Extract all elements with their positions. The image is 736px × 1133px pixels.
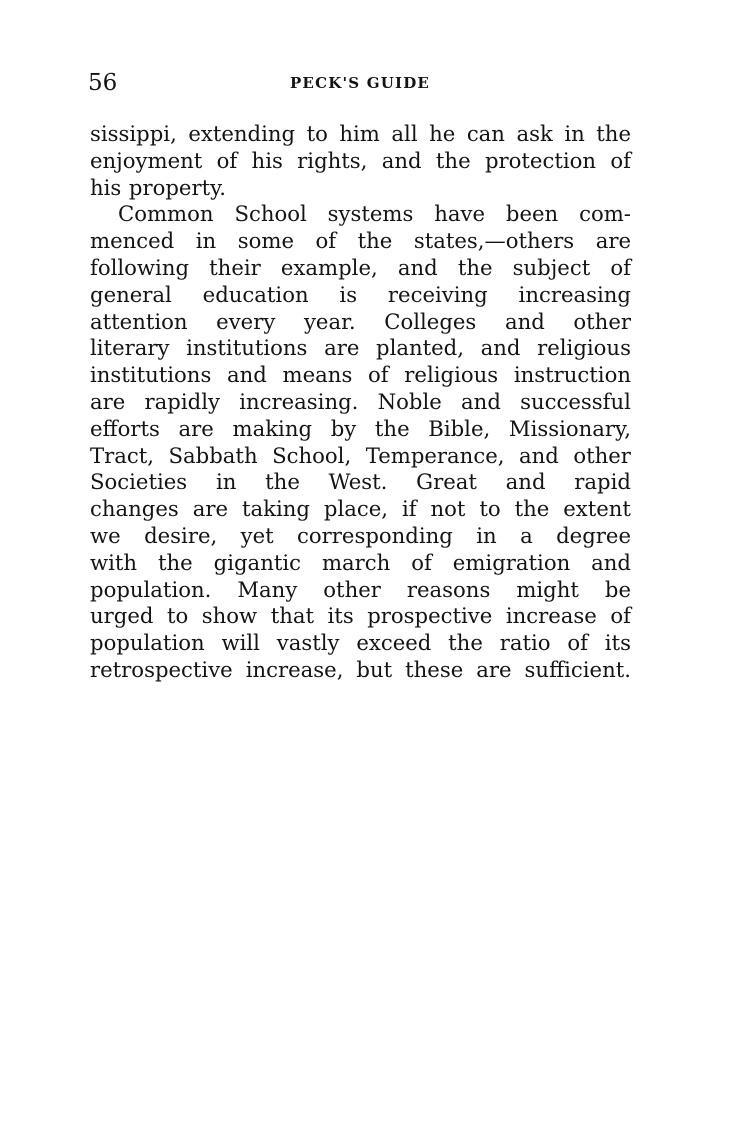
word: and bbox=[381, 147, 422, 173]
word: and bbox=[227, 362, 267, 388]
word: extent bbox=[563, 496, 631, 522]
word: degree bbox=[556, 522, 631, 548]
word: successful bbox=[520, 388, 631, 414]
word: the bbox=[374, 415, 410, 441]
word: property. bbox=[128, 174, 227, 200]
word: ask bbox=[516, 121, 553, 146]
word: vastly bbox=[276, 630, 340, 656]
word: of bbox=[610, 147, 631, 173]
page-number: 56 bbox=[88, 70, 118, 96]
word: its bbox=[604, 630, 631, 656]
word: institutions bbox=[186, 335, 308, 361]
word: population. bbox=[90, 576, 212, 602]
word: place, bbox=[323, 496, 388, 522]
word: to bbox=[306, 121, 328, 146]
word: if bbox=[401, 496, 417, 522]
text-line bbox=[90, 550, 631, 577]
word: yet bbox=[240, 522, 274, 548]
word: general bbox=[90, 281, 172, 307]
word: religious bbox=[404, 362, 499, 388]
body-text bbox=[90, 121, 631, 684]
word: religious bbox=[537, 335, 631, 361]
text-line bbox=[90, 389, 631, 416]
word: urged bbox=[90, 603, 154, 629]
word: have bbox=[434, 201, 486, 227]
word: rapid bbox=[574, 469, 631, 495]
word: to bbox=[166, 603, 189, 629]
word: reasons bbox=[406, 576, 491, 602]
word: sissippi, bbox=[90, 121, 177, 146]
word: population bbox=[90, 630, 205, 656]
word: rapidly bbox=[144, 388, 220, 414]
word: all bbox=[391, 121, 418, 146]
word: the bbox=[158, 549, 193, 575]
word: ratio bbox=[499, 630, 551, 656]
text-line bbox=[90, 657, 631, 684]
word: him bbox=[339, 121, 380, 146]
word: systems bbox=[327, 201, 414, 227]
word: prospective bbox=[367, 603, 493, 629]
word: and bbox=[591, 549, 631, 575]
text-line bbox=[90, 469, 631, 496]
word: education bbox=[202, 281, 309, 307]
word: with bbox=[90, 549, 138, 575]
word: that bbox=[270, 603, 315, 629]
word: and bbox=[461, 388, 501, 414]
word: extending bbox=[188, 121, 296, 146]
word: been bbox=[505, 201, 559, 227]
word: the bbox=[457, 254, 493, 280]
word: these bbox=[405, 656, 464, 682]
word: com- bbox=[579, 201, 631, 227]
word: Temperance, bbox=[365, 442, 505, 468]
word: rights, bbox=[297, 147, 368, 173]
word: might bbox=[516, 576, 579, 602]
word: and bbox=[504, 308, 545, 334]
word: are bbox=[90, 388, 126, 414]
text-line bbox=[90, 309, 631, 336]
word: receiving bbox=[387, 281, 488, 307]
word: and bbox=[518, 442, 559, 468]
word: exceed bbox=[356, 630, 432, 656]
word: the bbox=[596, 121, 631, 146]
word: every bbox=[216, 308, 276, 334]
word: planted, bbox=[376, 335, 464, 361]
word: the bbox=[448, 630, 483, 656]
word: show bbox=[201, 603, 258, 629]
word: retrospective bbox=[90, 656, 233, 682]
word: but bbox=[356, 656, 393, 682]
word: Bible, bbox=[428, 415, 491, 441]
word: of bbox=[315, 228, 337, 254]
word: corresponding bbox=[297, 522, 453, 548]
word: and bbox=[505, 469, 546, 495]
word: increasing. bbox=[239, 388, 359, 414]
word: in bbox=[215, 469, 237, 495]
text-line bbox=[90, 523, 631, 550]
word: and bbox=[480, 335, 521, 361]
word: menced bbox=[90, 228, 175, 254]
word: other bbox=[573, 442, 631, 468]
text-line bbox=[90, 577, 631, 604]
word: the bbox=[514, 496, 550, 522]
word: he bbox=[429, 121, 456, 146]
word: literary bbox=[90, 335, 170, 361]
text-line bbox=[90, 603, 631, 630]
text-line bbox=[90, 121, 631, 148]
word: and bbox=[397, 254, 438, 280]
word: Noble bbox=[377, 388, 442, 414]
word: in bbox=[476, 522, 497, 548]
word: states,—others bbox=[413, 228, 575, 254]
word: Great bbox=[416, 469, 477, 495]
word: not bbox=[430, 496, 466, 522]
word: School, bbox=[272, 442, 352, 468]
text-line bbox=[90, 335, 631, 362]
word: Sabbath bbox=[168, 442, 258, 468]
word: increasing bbox=[518, 281, 631, 307]
word: will bbox=[221, 630, 260, 656]
word: School bbox=[234, 201, 307, 227]
text-line bbox=[90, 630, 631, 657]
text-line bbox=[90, 416, 631, 443]
word: of bbox=[216, 147, 238, 173]
word: desire, bbox=[144, 522, 218, 548]
word: example, bbox=[280, 254, 378, 280]
text-line bbox=[90, 496, 631, 523]
word: increase, bbox=[245, 656, 344, 682]
word: are bbox=[178, 415, 214, 441]
text-line bbox=[90, 443, 631, 470]
word: we bbox=[90, 522, 121, 548]
word: of bbox=[368, 362, 389, 388]
word: changes bbox=[90, 496, 179, 522]
word: making bbox=[232, 415, 313, 441]
word: by bbox=[330, 415, 357, 441]
word: Colleges bbox=[384, 308, 477, 334]
word: of bbox=[610, 603, 631, 629]
word: the bbox=[265, 469, 300, 495]
word: are bbox=[595, 228, 631, 254]
word: gigantic bbox=[213, 549, 301, 575]
word: following bbox=[90, 254, 190, 280]
word: are bbox=[476, 656, 512, 682]
word: in bbox=[564, 121, 585, 146]
word: attention bbox=[90, 308, 188, 334]
word: Many bbox=[237, 576, 298, 602]
word: their bbox=[209, 254, 261, 280]
word: sufficient. bbox=[524, 656, 631, 682]
word: protection bbox=[484, 147, 597, 173]
text-line bbox=[90, 282, 631, 309]
word: his bbox=[251, 147, 283, 173]
word: march bbox=[321, 549, 391, 575]
word: instruction bbox=[513, 362, 631, 388]
word: its bbox=[327, 603, 354, 629]
word: institutions bbox=[90, 362, 212, 388]
text-line bbox=[90, 228, 631, 255]
word: be bbox=[604, 576, 631, 602]
word: West. bbox=[328, 469, 388, 495]
word: other bbox=[573, 308, 631, 334]
text-line bbox=[90, 255, 631, 282]
word: Societies bbox=[90, 469, 188, 495]
word: of bbox=[610, 254, 631, 280]
word: taking bbox=[241, 496, 310, 522]
word: some bbox=[237, 228, 294, 254]
page-header bbox=[88, 68, 632, 98]
word: are bbox=[192, 496, 229, 522]
word: Tract, bbox=[90, 442, 155, 468]
text-line bbox=[90, 201, 631, 228]
word: Missionary, bbox=[508, 415, 631, 441]
word: the bbox=[357, 228, 393, 254]
word: efforts bbox=[90, 415, 160, 441]
word: a bbox=[520, 522, 533, 548]
word: is bbox=[339, 281, 358, 307]
word: increase bbox=[505, 603, 597, 629]
word: enjoyment bbox=[90, 147, 203, 173]
text-line bbox=[90, 362, 631, 389]
word: the bbox=[435, 147, 471, 173]
word: Common bbox=[118, 201, 214, 227]
word: emigration bbox=[452, 549, 571, 575]
word: subject bbox=[512, 254, 591, 280]
text-line bbox=[90, 148, 631, 175]
word: other bbox=[323, 576, 381, 602]
word: are bbox=[324, 335, 360, 361]
word: to bbox=[479, 496, 501, 522]
word: means bbox=[282, 362, 353, 388]
word: his bbox=[90, 174, 122, 200]
word: in bbox=[195, 228, 217, 254]
running-head: PECK'S GUIDE bbox=[289, 74, 431, 92]
word: can bbox=[466, 121, 505, 146]
word: of bbox=[411, 549, 432, 575]
word: year. bbox=[303, 308, 356, 334]
text-line bbox=[90, 175, 631, 202]
word: of bbox=[567, 630, 588, 656]
